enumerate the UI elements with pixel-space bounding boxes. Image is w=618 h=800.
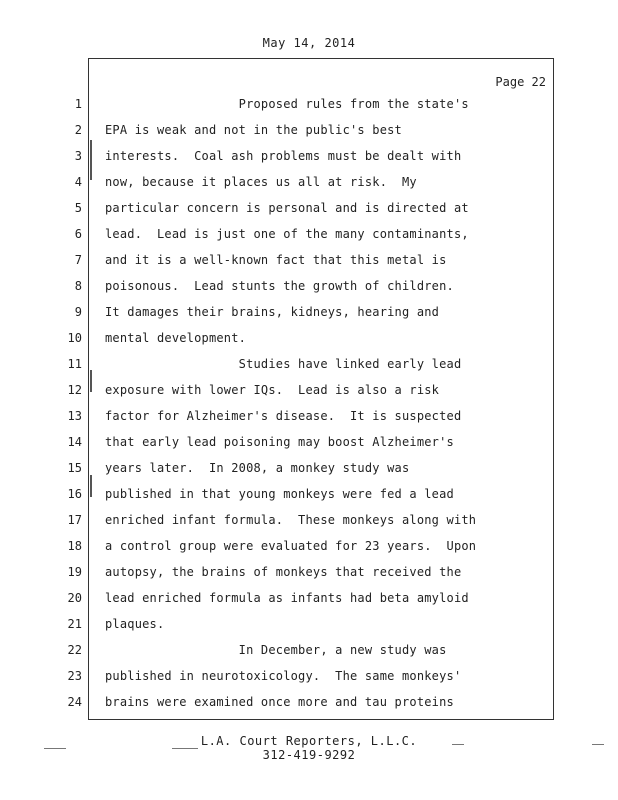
line-number: 22 [67, 643, 82, 657]
line-text: It damages their brains, kidneys, hearing and [105, 305, 440, 319]
transcript-line [0, 169, 618, 195]
line-text: a control group were evaluated for 23 years. Upon [105, 539, 477, 553]
line-number: 11 [67, 357, 82, 371]
line-number: 7 [74, 253, 82, 267]
transcript-line [0, 195, 618, 221]
line-number: 14 [67, 435, 82, 449]
transcript-line [0, 91, 618, 117]
transcript-line [0, 559, 618, 585]
transcript-line [0, 377, 618, 403]
transcript-line [0, 143, 618, 169]
transcript-line [0, 533, 618, 559]
line-text: and it is a well-known fact that this metal is [105, 253, 447, 267]
line-number: 6 [74, 227, 82, 241]
line-text: Studies have linked early lead [105, 357, 462, 371]
transcript-line [0, 221, 618, 247]
line-number: 12 [67, 383, 82, 397]
line-number: 18 [67, 539, 82, 553]
line-text: lead enriched formula as infants had beta amyloid [105, 591, 469, 605]
transcript-line [0, 351, 618, 377]
line-text: EPA is weak and not in the public's best [105, 123, 402, 137]
transcript-line [0, 663, 618, 689]
scan-artifact [592, 744, 604, 745]
line-number: 17 [67, 513, 82, 527]
line-text: enriched infant formula. These monkeys along with [105, 513, 477, 527]
line-text: lead. Lead is just one of the many contaminants, [105, 227, 469, 241]
line-number: 1 [74, 97, 82, 111]
line-text: factor for Alzheimer's disease. It is suspected [105, 409, 462, 423]
court-reporter-phone: 312-419-9292 [262, 748, 356, 762]
line-text: that early lead poisoning may boost Alzheimer's [105, 435, 454, 449]
transcript-line [0, 481, 618, 507]
transcript-line [0, 273, 618, 299]
line-number: 23 [67, 669, 82, 683]
line-text: mental development. [105, 331, 247, 345]
scan-artifact [44, 748, 66, 749]
transcript-line [0, 247, 618, 273]
line-text: plaques. [105, 617, 165, 631]
line-text: exposure with lower IQs. Lead is also a risk [105, 383, 440, 397]
line-number: 4 [74, 175, 82, 189]
transcript-line [0, 637, 618, 663]
line-text: particular concern is personal and is directed at [105, 201, 469, 215]
line-number: 13 [67, 409, 82, 423]
line-number: 19 [67, 565, 82, 579]
line-number: 24 [67, 695, 82, 709]
page-number: Page 22 [495, 75, 546, 89]
line-text: years later. In 2008, a monkey study was [105, 461, 410, 475]
line-text: published in that young monkeys were fed a lead [105, 487, 454, 501]
transcript-line [0, 429, 618, 455]
line-number: 9 [74, 305, 82, 319]
court-reporter-name: L.A. Court Reporters, L.L.C. [200, 734, 418, 748]
line-number: 8 [74, 279, 82, 293]
transcript-line [0, 585, 618, 611]
line-text: interests. Coal ash problems must be dealt with [105, 149, 462, 163]
line-number: 15 [67, 461, 82, 475]
transcript-line [0, 325, 618, 351]
line-number: 21 [67, 617, 82, 631]
scan-artifact [452, 744, 464, 745]
transcript-line [0, 117, 618, 143]
line-text: In December, a new study was [105, 643, 447, 657]
line-text: Proposed rules from the state's [105, 97, 469, 111]
line-number: 5 [74, 201, 82, 215]
line-number: 10 [67, 331, 82, 345]
line-text: now, because it places us all at risk. My [105, 175, 417, 189]
line-number: 20 [67, 591, 82, 605]
transcript-line [0, 611, 618, 637]
line-text: autopsy, the brains of monkeys that received the [105, 565, 462, 579]
transcript-line [0, 507, 618, 533]
line-number: 2 [74, 123, 82, 137]
line-number: 3 [74, 149, 82, 163]
transcript-line [0, 689, 618, 715]
transcript-line [0, 403, 618, 429]
scan-artifact [172, 748, 198, 749]
transcript-line [0, 455, 618, 481]
line-number: 16 [67, 487, 82, 501]
line-text: published in neurotoxicology. The same monkeys' [105, 669, 462, 683]
line-text: poisonous. Lead stunts the growth of children. [105, 279, 454, 293]
transcript-line [0, 299, 618, 325]
transcript-date: May 14, 2014 [262, 36, 356, 50]
line-text: brains were examined once more and tau proteins [105, 695, 454, 709]
